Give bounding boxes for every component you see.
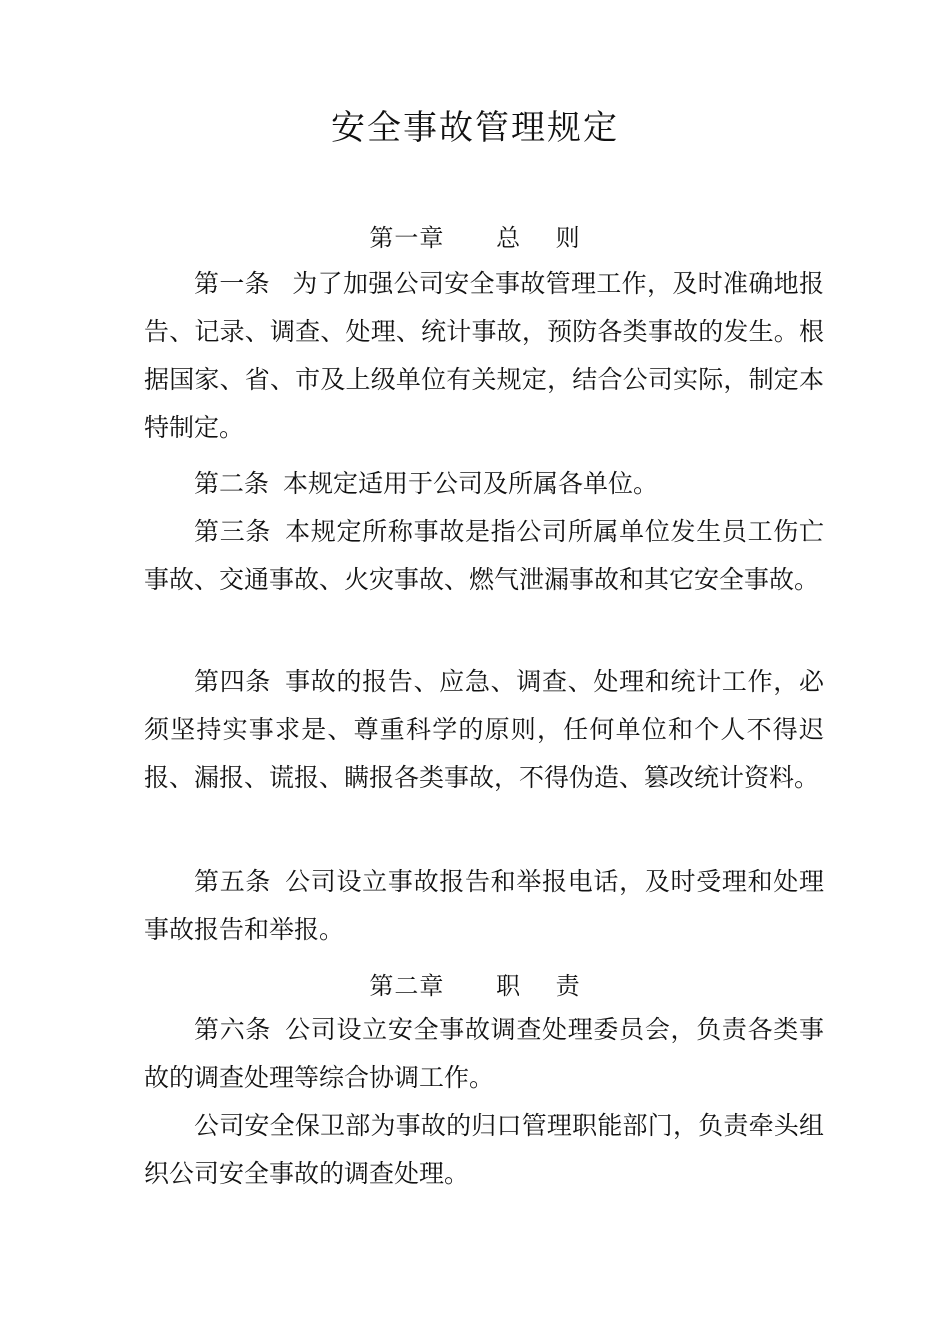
- article-text: 为了加强公司安全事故管理工作，及时准确地报告、记录、调查、处理、统计事故，预防各类事故的发生。根据国家、省、市及上级单位有关规定，结合公司实际，制定本特制定。: [144, 269, 824, 442]
- article-3: [144, 508, 824, 604]
- article-number: 第三条: [194, 517, 272, 546]
- article-number: 第六条: [194, 1015, 272, 1044]
- article-text: 事故的报告、应急、调查、处理和统计工作，必须坚持实事求是、尊重科学的原则，任何单位和个人不得迟报、漏报、谎报、瞒报各类事故，不得伪造、篡改统计资料。: [144, 667, 824, 792]
- article-4: [144, 658, 824, 802]
- article-5: [144, 858, 824, 954]
- article-6: [144, 1006, 824, 1102]
- page-title: 安全事故管理规定: [331, 108, 619, 148]
- article-text: 公司设立安全事故调查处理委员会，负责各类事故的调查处理等综合协调工作。: [144, 1015, 824, 1092]
- paragraph-security-department: 公司安全保卫部为事故的归口管理职能部门，负责牵头组织公司安全事故的调查处理。: [144, 1111, 824, 1188]
- article-number: 第一条: [194, 269, 271, 298]
- article-text: 本规定所称事故是指公司所属单位发生员工伤亡事故、交通事故、火灾事故、燃气泄漏事故和其它安全事故。: [144, 517, 824, 594]
- chapter-heading-2: 第二章 职 责: [369, 972, 581, 1000]
- article-number: 第二条: [194, 469, 270, 498]
- article-number: 第四条: [194, 667, 272, 696]
- article-2: [144, 460, 824, 508]
- article-text: 公司设立事故报告和举报电话，及时受理和处理事故报告和举报。: [144, 867, 824, 944]
- article-1: [144, 260, 824, 452]
- article-number: 第五条: [194, 867, 272, 896]
- article-text: 本规定适用于公司及所属各单位。: [283, 469, 659, 498]
- chapter-heading-1: 第一章 总 则: [369, 224, 581, 252]
